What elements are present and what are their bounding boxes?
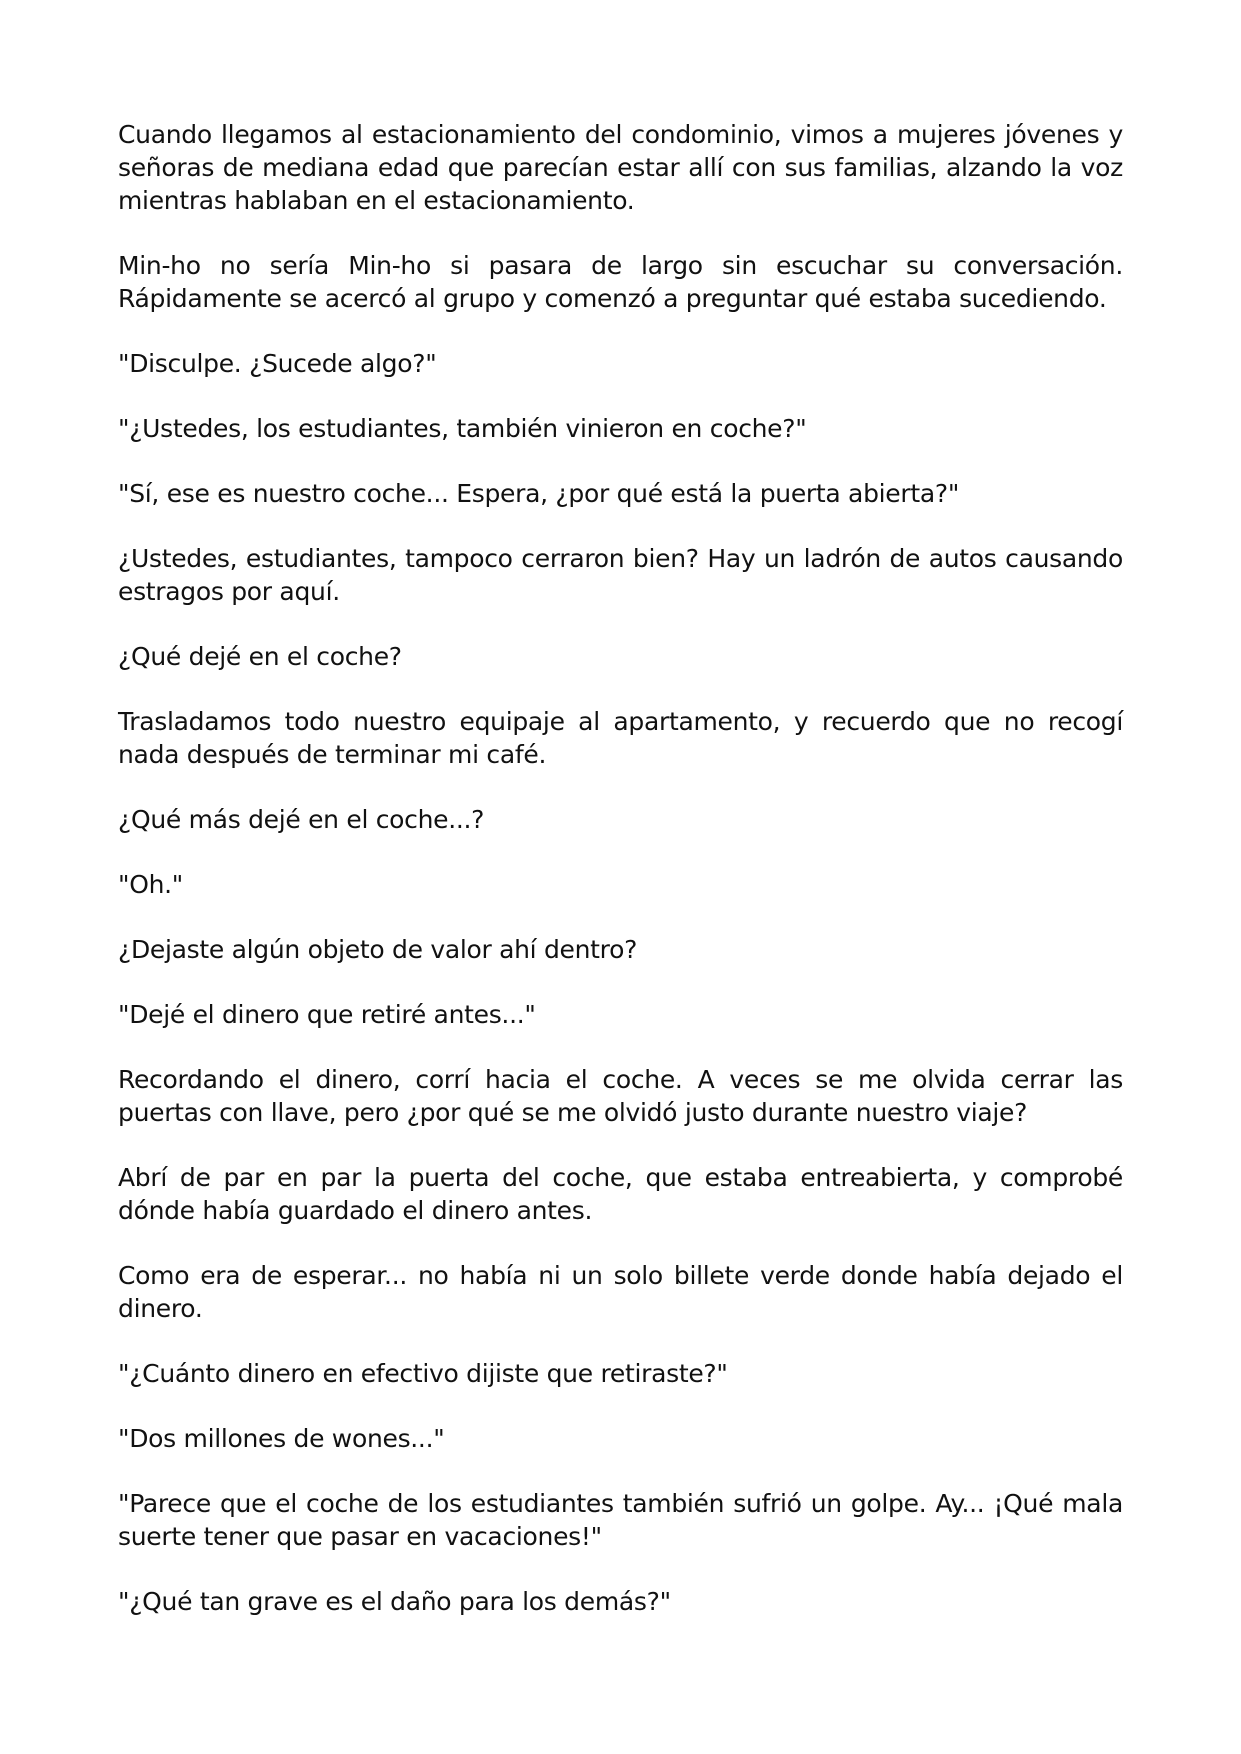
paragraph: Min-ho no sería Min-ho si pasara de largo sin escuchar su conversación. Rápidamente se acercó al grupo y comenzó a preguntar qué estaba sucediendo. <box>118 251 1123 313</box>
paragraph: Trasladamos todo nuestro equipaje al apartamento, y recuerdo que no recogí nada después de terminar mi café. <box>118 707 1123 769</box>
paragraph: Abrí de par en par la puerta del coche, que estaba entreabierta, y comprobé dónde había guardado el dinero antes. <box>118 1163 1123 1225</box>
paragraph: "Disculpe. ¿Sucede algo?" <box>118 349 437 378</box>
paragraph: ¿Qué más dejé en el coche...? <box>118 805 485 834</box>
paragraph: Recordando el dinero, corrí hacia el coche. A veces se me olvida cerrar las puertas con llave, pero ¿por qué se me olvidó justo durante nuestro viaje? <box>118 1065 1123 1127</box>
paragraph: Cuando llegamos al estacionamiento del condominio, vimos a mujeres jóvenes y señoras de mediana edad que parecían estar allí con sus familias, alzando la voz mientras hablaban en el estacionamiento. <box>118 120 1123 215</box>
paragraph: "¿Qué tan grave es el daño para los demás?" <box>118 1587 671 1616</box>
body-text <box>118 118 1123 1650</box>
paragraph: "Parece que el coche de los estudiantes también sufrió un golpe. Ay... ¡Qué mala suerte tener que pasar en vacaciones!" <box>118 1489 1123 1551</box>
paragraph: ¿Dejaste algún objeto de valor ahí dentro? <box>118 935 638 964</box>
paragraph: "Sí, ese es nuestro coche... Espera, ¿por qué está la puerta abierta?" <box>118 479 960 508</box>
paragraph: "¿Ustedes, los estudiantes, también vinieron en coche?" <box>118 414 807 443</box>
paragraph: ¿Ustedes, estudiantes, tampoco cerraron bien? Hay un ladrón de autos causando estragos por aquí. <box>118 544 1123 606</box>
paragraph: "Dos millones de wones..." <box>118 1424 445 1453</box>
paragraph: "¿Cuánto dinero en efectivo dijiste que retiraste?" <box>118 1359 728 1388</box>
paragraph: "Dejé el dinero que retiré antes..." <box>118 1000 536 1029</box>
paragraph: Como era de esperar... no había ni un solo billete verde donde había dejado el dinero. <box>118 1261 1123 1323</box>
paragraph: "Oh." <box>118 870 183 899</box>
paragraph: ¿Qué dejé en el coche? <box>118 642 402 671</box>
